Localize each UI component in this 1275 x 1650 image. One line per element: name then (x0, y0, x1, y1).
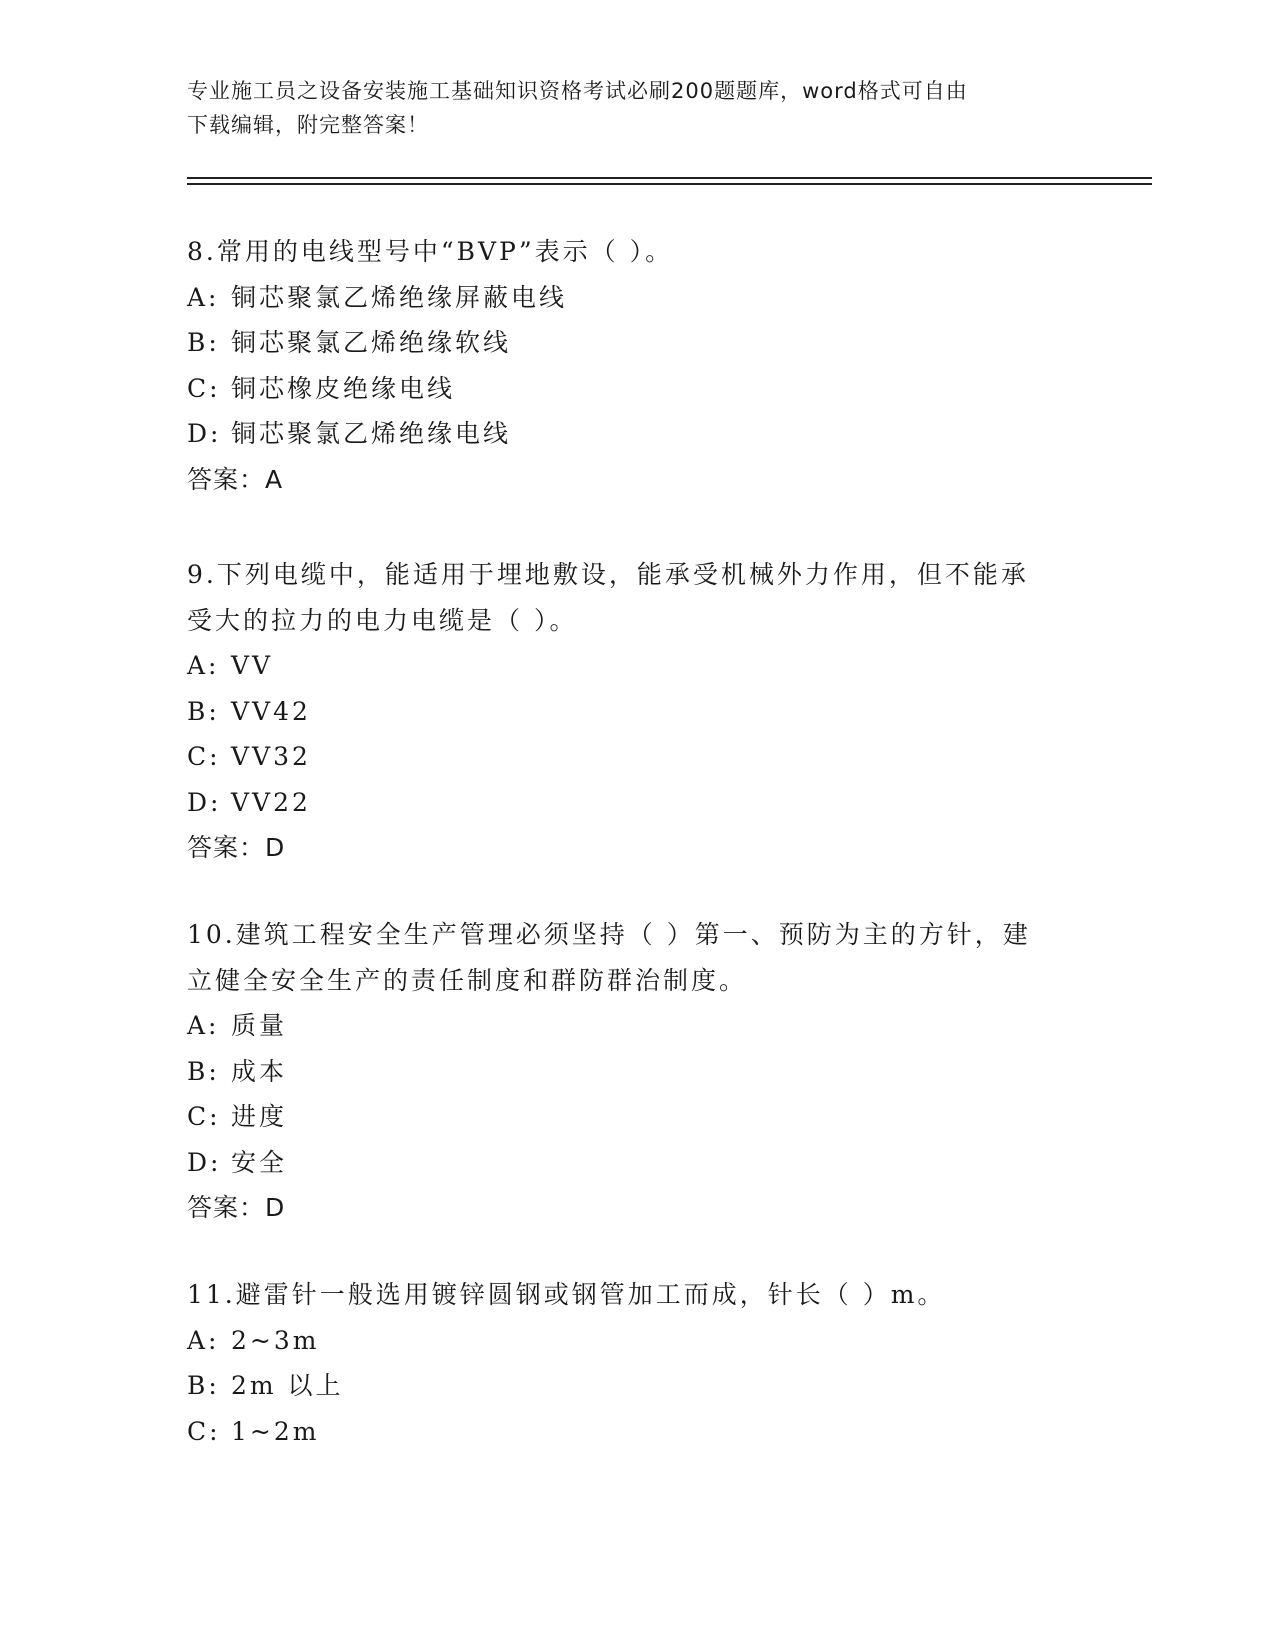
question-stem: 11.避雷针一般选用镀锌圆钢或钢管加工而成，针长（ ）m。 (187, 1280, 946, 1309)
option-c (187, 366, 1067, 412)
option-d (187, 780, 1067, 826)
option-d (187, 1140, 1067, 1186)
option-key: A: (187, 1325, 220, 1355)
option-key: B: (187, 1056, 220, 1086)
option-key: D: (187, 419, 222, 448)
option-a (187, 1003, 1067, 1049)
option-key: A: (187, 651, 220, 680)
option-key: C: (187, 1102, 221, 1131)
question-8 (187, 229, 1067, 502)
option-b (187, 689, 1067, 735)
option-text: 1~2m (231, 1416, 320, 1446)
option-key: A: (187, 1011, 220, 1040)
header-divider-bottom (187, 183, 1152, 185)
question-stem-cont: 立健全安全生产的责任制度和群防群治制度。 (187, 965, 748, 995)
option-text: 进度 (231, 1102, 288, 1131)
option-text: 铜芯橡皮绝缘电线 (231, 373, 456, 403)
option-b (187, 1049, 1067, 1095)
header-line-2: 下载编辑，附完整答案！ (187, 113, 429, 137)
question-stem: 9.下列电缆中，能适用于埋地敷设，能承受机械外力作用，但不能承 (187, 560, 1029, 589)
option-key: B: (187, 1371, 220, 1400)
option-c (187, 1409, 1067, 1455)
option-c (187, 1094, 1067, 1140)
option-text: VV (231, 651, 274, 680)
question-stem-cont: 受大的拉力的电力电缆是（ ）。 (187, 605, 578, 635)
option-b (187, 320, 1067, 366)
option-text: VV32 (231, 742, 311, 771)
question-9 (187, 552, 1067, 871)
option-a (187, 275, 1067, 321)
option-key: C: (187, 742, 221, 771)
question-stem: 8.常用的电线型号中“BVP”表示（ ）。 (187, 237, 674, 266)
question-10 (187, 912, 1067, 1231)
option-text: 2m 以上 (231, 1371, 344, 1400)
header-line-1: 专业施工员之设备安装施工基础知识资格考试必刷200题题库，word格式可自由 (187, 79, 968, 103)
option-text: 成本 (231, 1056, 288, 1086)
answer-line: 答案：A (187, 464, 284, 494)
option-b (187, 1363, 1067, 1409)
option-c (187, 734, 1067, 780)
option-a (187, 643, 1067, 689)
question-11 (187, 1272, 1067, 1454)
option-key: D: (187, 787, 222, 817)
option-text: 铜芯聚氯乙烯绝缘电线 (231, 419, 512, 448)
option-d (187, 411, 1067, 457)
option-key: B: (187, 328, 220, 357)
option-text: VV42 (231, 696, 311, 726)
question-stem: 10.建筑工程安全生产管理必须坚持（ ）第一、预防为主的方针，建 (187, 920, 1031, 949)
option-key: C: (187, 373, 221, 403)
option-key: A: (187, 282, 220, 312)
document-header (187, 74, 1067, 142)
option-text: VV22 (231, 787, 311, 817)
option-text: 2~3m (231, 1325, 320, 1355)
option-text: 铜芯聚氯乙烯绝缘屏蔽电线 (231, 282, 568, 312)
header-divider-top (187, 177, 1152, 179)
option-key: B: (187, 696, 220, 726)
answer-line: 答案：D (187, 833, 286, 862)
option-text: 铜芯聚氯乙烯绝缘软线 (231, 328, 512, 357)
option-key: C: (187, 1416, 221, 1446)
option-text: 安全 (231, 1147, 288, 1177)
option-a (187, 1318, 1067, 1364)
option-key: D: (187, 1147, 222, 1177)
option-text: 质量 (231, 1011, 288, 1040)
answer-line: 答案：D (187, 1193, 286, 1222)
